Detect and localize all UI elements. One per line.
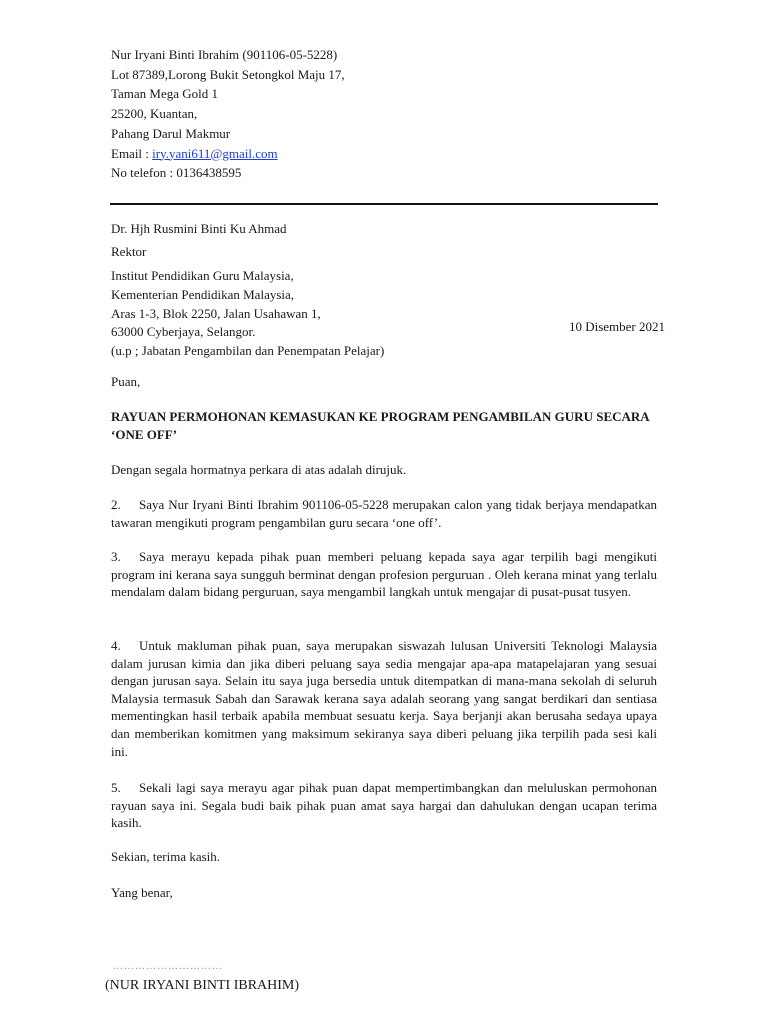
- header-divider: [110, 203, 658, 205]
- body-paragraph: [111, 496, 657, 531]
- body-paragraph: [111, 548, 657, 601]
- recipient-title: Rektor: [111, 244, 147, 259]
- recipient-name: Dr. Hjh Rusmini Binti Ku Ahmad: [111, 221, 287, 236]
- paragraph-number: 3.: [111, 549, 121, 564]
- recipient-attention-line: (u.p ; Jabatan Pengambilan dan Penempatan Pelajar): [111, 343, 385, 359]
- letter-date: 10 Disember 2021: [568, 319, 665, 334]
- closing-line: Sekian, terima kasih.: [111, 849, 221, 864]
- body-paragraph: [111, 637, 657, 760]
- paragraph-number: 2.: [111, 497, 121, 512]
- paragraph-text: Sekali lagi saya merayu agar pihak puan dapat mempertimbangkan dan meluluskan permohonan rayuan saya ini. Segala budi baik pihak puan amat saya hargai dan dahulukan dengan ucapan terima kasih.: [111, 780, 657, 831]
- sender-name-line: Nur Iryani Binti Ibrahim (901106-05-5228): [111, 47, 338, 62]
- email-label: Email :: [111, 145, 153, 161]
- paragraph-text: Saya Nur Iryani Binti Ibrahim 901106-05-5228 merupakan calon yang tidak berjaya mendapatkan tawaran mengikuti program pengambilan guru secara ‘one off’.: [111, 497, 657, 530]
- recipient-address-line: Kementerian Pendidikan Malaysia,: [111, 286, 295, 302]
- letter-subject: RAYUAN PERMOHONAN KEMASUKAN KE PROGRAM PENGAMBILAN GURU SECARA ‘ONE OFF’: [111, 409, 649, 442]
- sender-address-block: [111, 45, 345, 183]
- paragraph-number: 4.: [111, 638, 121, 653]
- paragraph-text: Saya merayu kepada pihak puan memberi peluang kepada saya agar terpilih bagi mengikuti program ini kerana saya sungguh berminat dengan profesion perguruan . Oleh kerana minat yang terlalu mendalam dalam bidang perguruan, saya mengambil langkah untuk mengajar di pusat-pusat tusyen.: [111, 549, 657, 600]
- signature-line: …………………………: [113, 961, 223, 972]
- sender-address-line: Taman Mega Gold 1: [111, 86, 219, 102]
- paragraph-text: Untuk makluman pihak puan, saya merupakan siswazah lulusan Universiti Teknologi Malaysia dalam jurusan kimia dan jika diberi peluang saya sedia mengajar apa-apa matapelajaran yang sesuai dengan jurusan saya. Selain itu saya juga bersedia untuk ditempatkan di mana-mana sekolah di seluruh Malaysia termasuk Sabah dan Sarawak kerana saya adalah seorang yang sangat berdikari dan sentiasa mementingkan hasil terbaik apabila membuat sesuatu kerja. Saya berjanji akan berusaha sedaya upaya dan memberikan komitmen yang maksimum sekiranya saya diberi peluang jika terpilih pada sesi kali ini.: [111, 638, 657, 759]
- intro-paragraph: Dengan segala hormatnya perkara di atas adalah dirujuk.: [111, 462, 407, 477]
- email-link[interactable]: iry.yani611@gmail.com: [152, 145, 278, 161]
- paragraph-number: 5.: [111, 780, 121, 795]
- salutation: Puan,: [111, 374, 141, 389]
- recipient-address-block: [111, 267, 671, 361]
- signoff-line: Yang benar,: [111, 885, 173, 900]
- sender-phone-line: No telefon : 0136438595: [111, 165, 242, 181]
- recipient-address-line: Aras 1-3, Blok 2250, Jalan Usahawan 1,: [111, 305, 321, 321]
- recipient-address-line: Institut Pendidikan Guru Malaysia,: [111, 268, 294, 283]
- sender-address-line: Lot 87389,Lorong Bukit Setongkol Maju 17,: [111, 66, 345, 82]
- recipient-address-line: 63000 Cyberjaya, Selangor.: [111, 324, 256, 340]
- sender-email-line: [111, 144, 345, 164]
- sender-address-line: Pahang Darul Makmur: [111, 125, 231, 141]
- body-paragraph: [111, 779, 657, 832]
- sender-address-line: 25200, Kuantan,: [111, 106, 198, 122]
- signature-name: (NUR IRYANI BINTI IBRAHIM): [105, 978, 300, 993]
